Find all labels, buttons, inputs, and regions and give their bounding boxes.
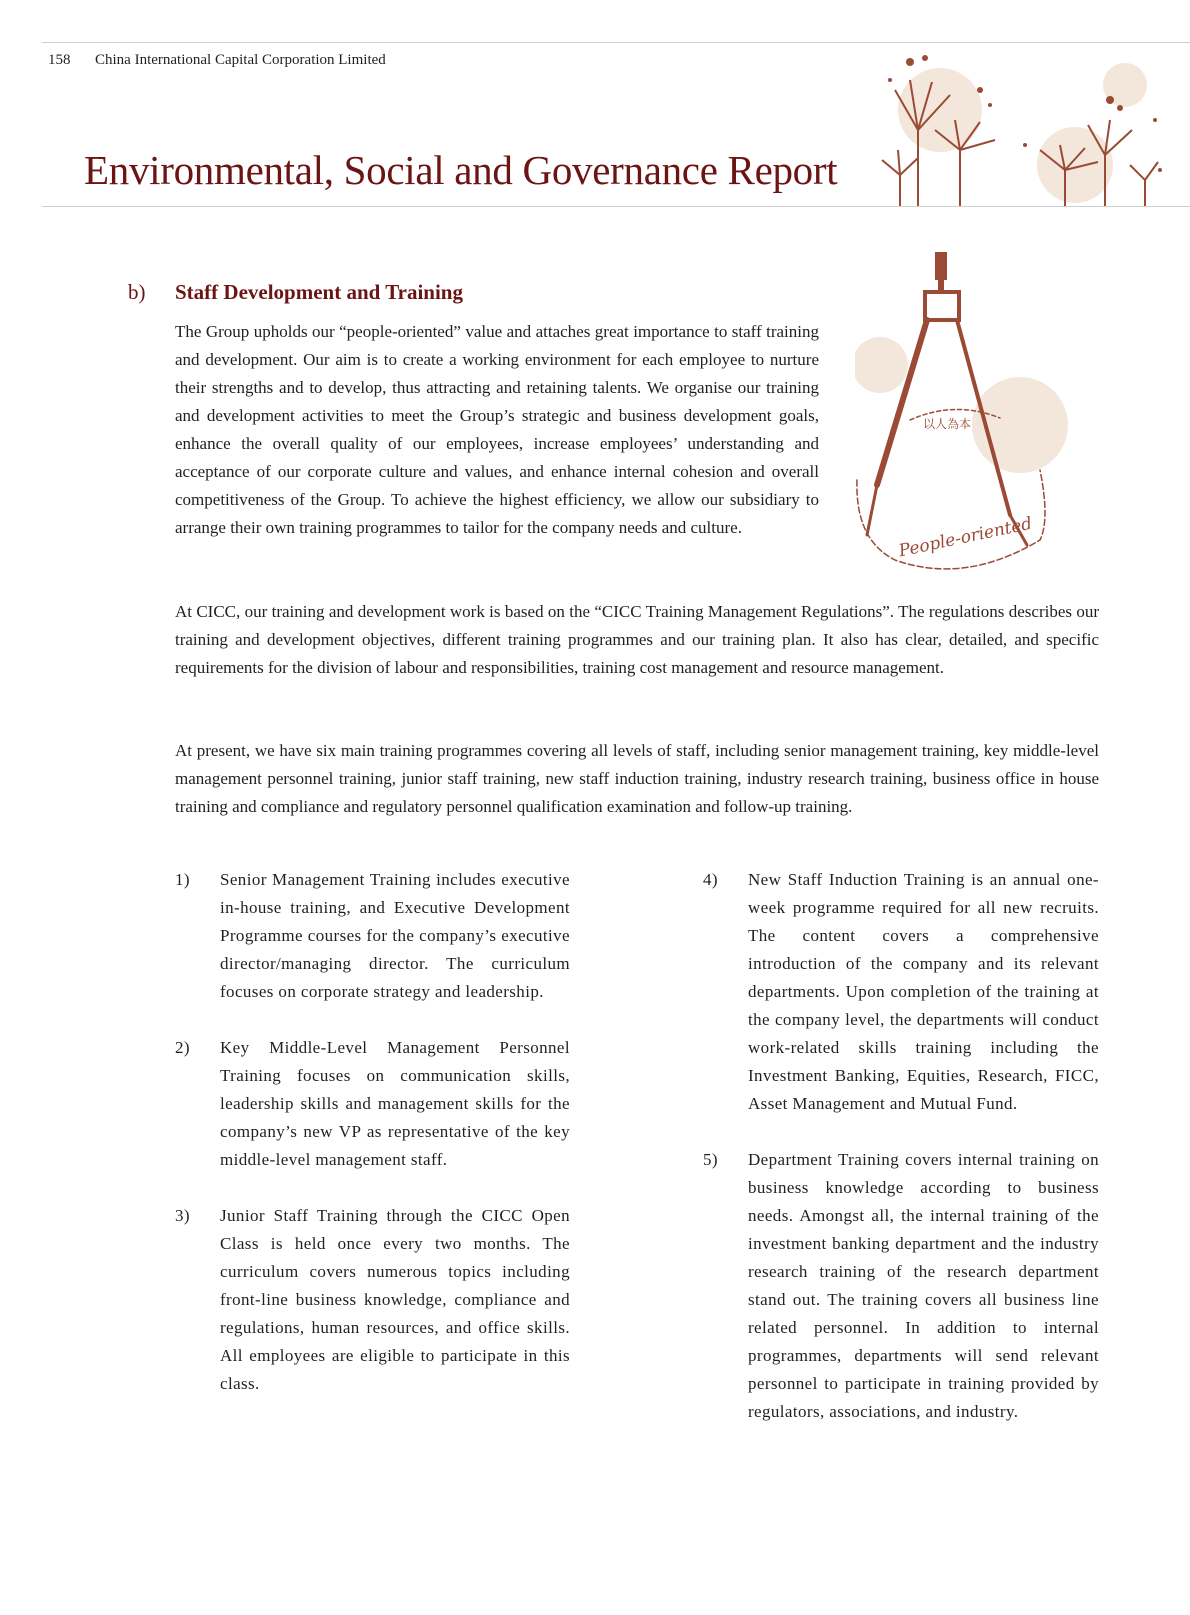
list-item (703, 866, 1099, 1118)
list-item (175, 1034, 570, 1174)
dandelion-illustration-icon (870, 50, 1170, 206)
intro-paragraph: The Group upholds our “people-oriented” value and attaches great importance to staff training and development. Our aim is to create a working environment for each employee to nurture their strengths and to develop, thus attracting and retaining talents. We organise our training and development activities to meet the Group’s strategic and business development goals, enhance the overall quality of our employees, increase employees’ understanding and acceptance of our corporate culture and values, and enhance internal cohesion and overall competitiveness of the Group. To achieve the highest efficiency, we allow our subsidiary to arrange their own training programmes to tailor for the company needs and culture. (175, 322, 819, 537)
list-text: New Staff Induction Training is an annual one-week programme required for all new recruits. The content covers a comprehensive introduction of the company and its relevant departments. Upon completion of the training at the company level, the departments will conduct work-related skills training including the Investment Banking, Equities, Research, FICC, Asset Management and Mutual Fund. (748, 870, 1099, 1113)
regulations-paragraph: At CICC, our training and development work is based on the “CICC Training Management Regulations”. The regulations describes our training and development objectives, different training programmes and our training plan. It also has clear, detailed, and specific requirements for the division of labour and responsibilities, training cost management and resource management. (175, 602, 1099, 677)
section-title: Staff Development and Training (175, 280, 463, 304)
list-number: 1) (175, 870, 190, 889)
list-number: 4) (703, 870, 718, 889)
list-text: Key Middle-Level Management Personnel Training focuses on communication skills, leadership skills and management skills for the company’s new VP as representative of the key middle-level management staff. (220, 1038, 570, 1169)
chinese-caption: 以人為本 (923, 417, 972, 431)
list-number: 3) (175, 1206, 190, 1225)
list-text: Department Training covers internal training on business knowledge according to business needs. Amongst all, the internal training of the investment banking department and the industry research training of the research department stand out. The training covers all business line related personnel. In addition to internal programmes, departments will send relevant personnel to participate in training provided by regulators, associations, and industry. (748, 1150, 1099, 1421)
programme-list-right (703, 866, 1099, 1454)
running-header (48, 52, 386, 69)
page-number: 158 (48, 52, 71, 68)
company-name: China International Capital Corporation Limited (95, 52, 386, 68)
list-item (703, 1146, 1099, 1426)
compass-illustration-icon (855, 250, 1085, 590)
list-number: 2) (175, 1038, 190, 1057)
page-title: Environmental, Social and Governance Report (84, 147, 838, 193)
programmes-paragraph: At present, we have six main training programmes covering all levels of staff, including senior management training, key middle-level management personnel training, junior staff training, new staff induction training, industry research training, business office in house training and compliance and regulatory personnel qualification examination and follow-up training. (175, 741, 1099, 816)
section-heading (128, 280, 463, 305)
list-item (175, 1202, 570, 1398)
section-letter: b) (128, 280, 146, 304)
header-top-rule (42, 42, 1190, 43)
list-item (175, 866, 570, 1006)
list-text: Senior Management Training includes executive in-house training, and Executive Development Programme courses for the company’s executive director/managing director. The curriculum focuses on corporate strategy and leadership. (220, 870, 570, 1001)
programme-list-left (175, 866, 570, 1426)
list-number: 5) (703, 1150, 718, 1169)
illustration-caption: People-oriented (897, 513, 1034, 562)
list-text: Junior Staff Training through the CICC Open Class is held once every two months. The curriculum covers numerous topics including front-line business knowledge, compliance and regulations, human resources, and office skills. All employees are eligible to participate in this class. (220, 1206, 570, 1393)
header-bottom-rule (42, 206, 1190, 207)
